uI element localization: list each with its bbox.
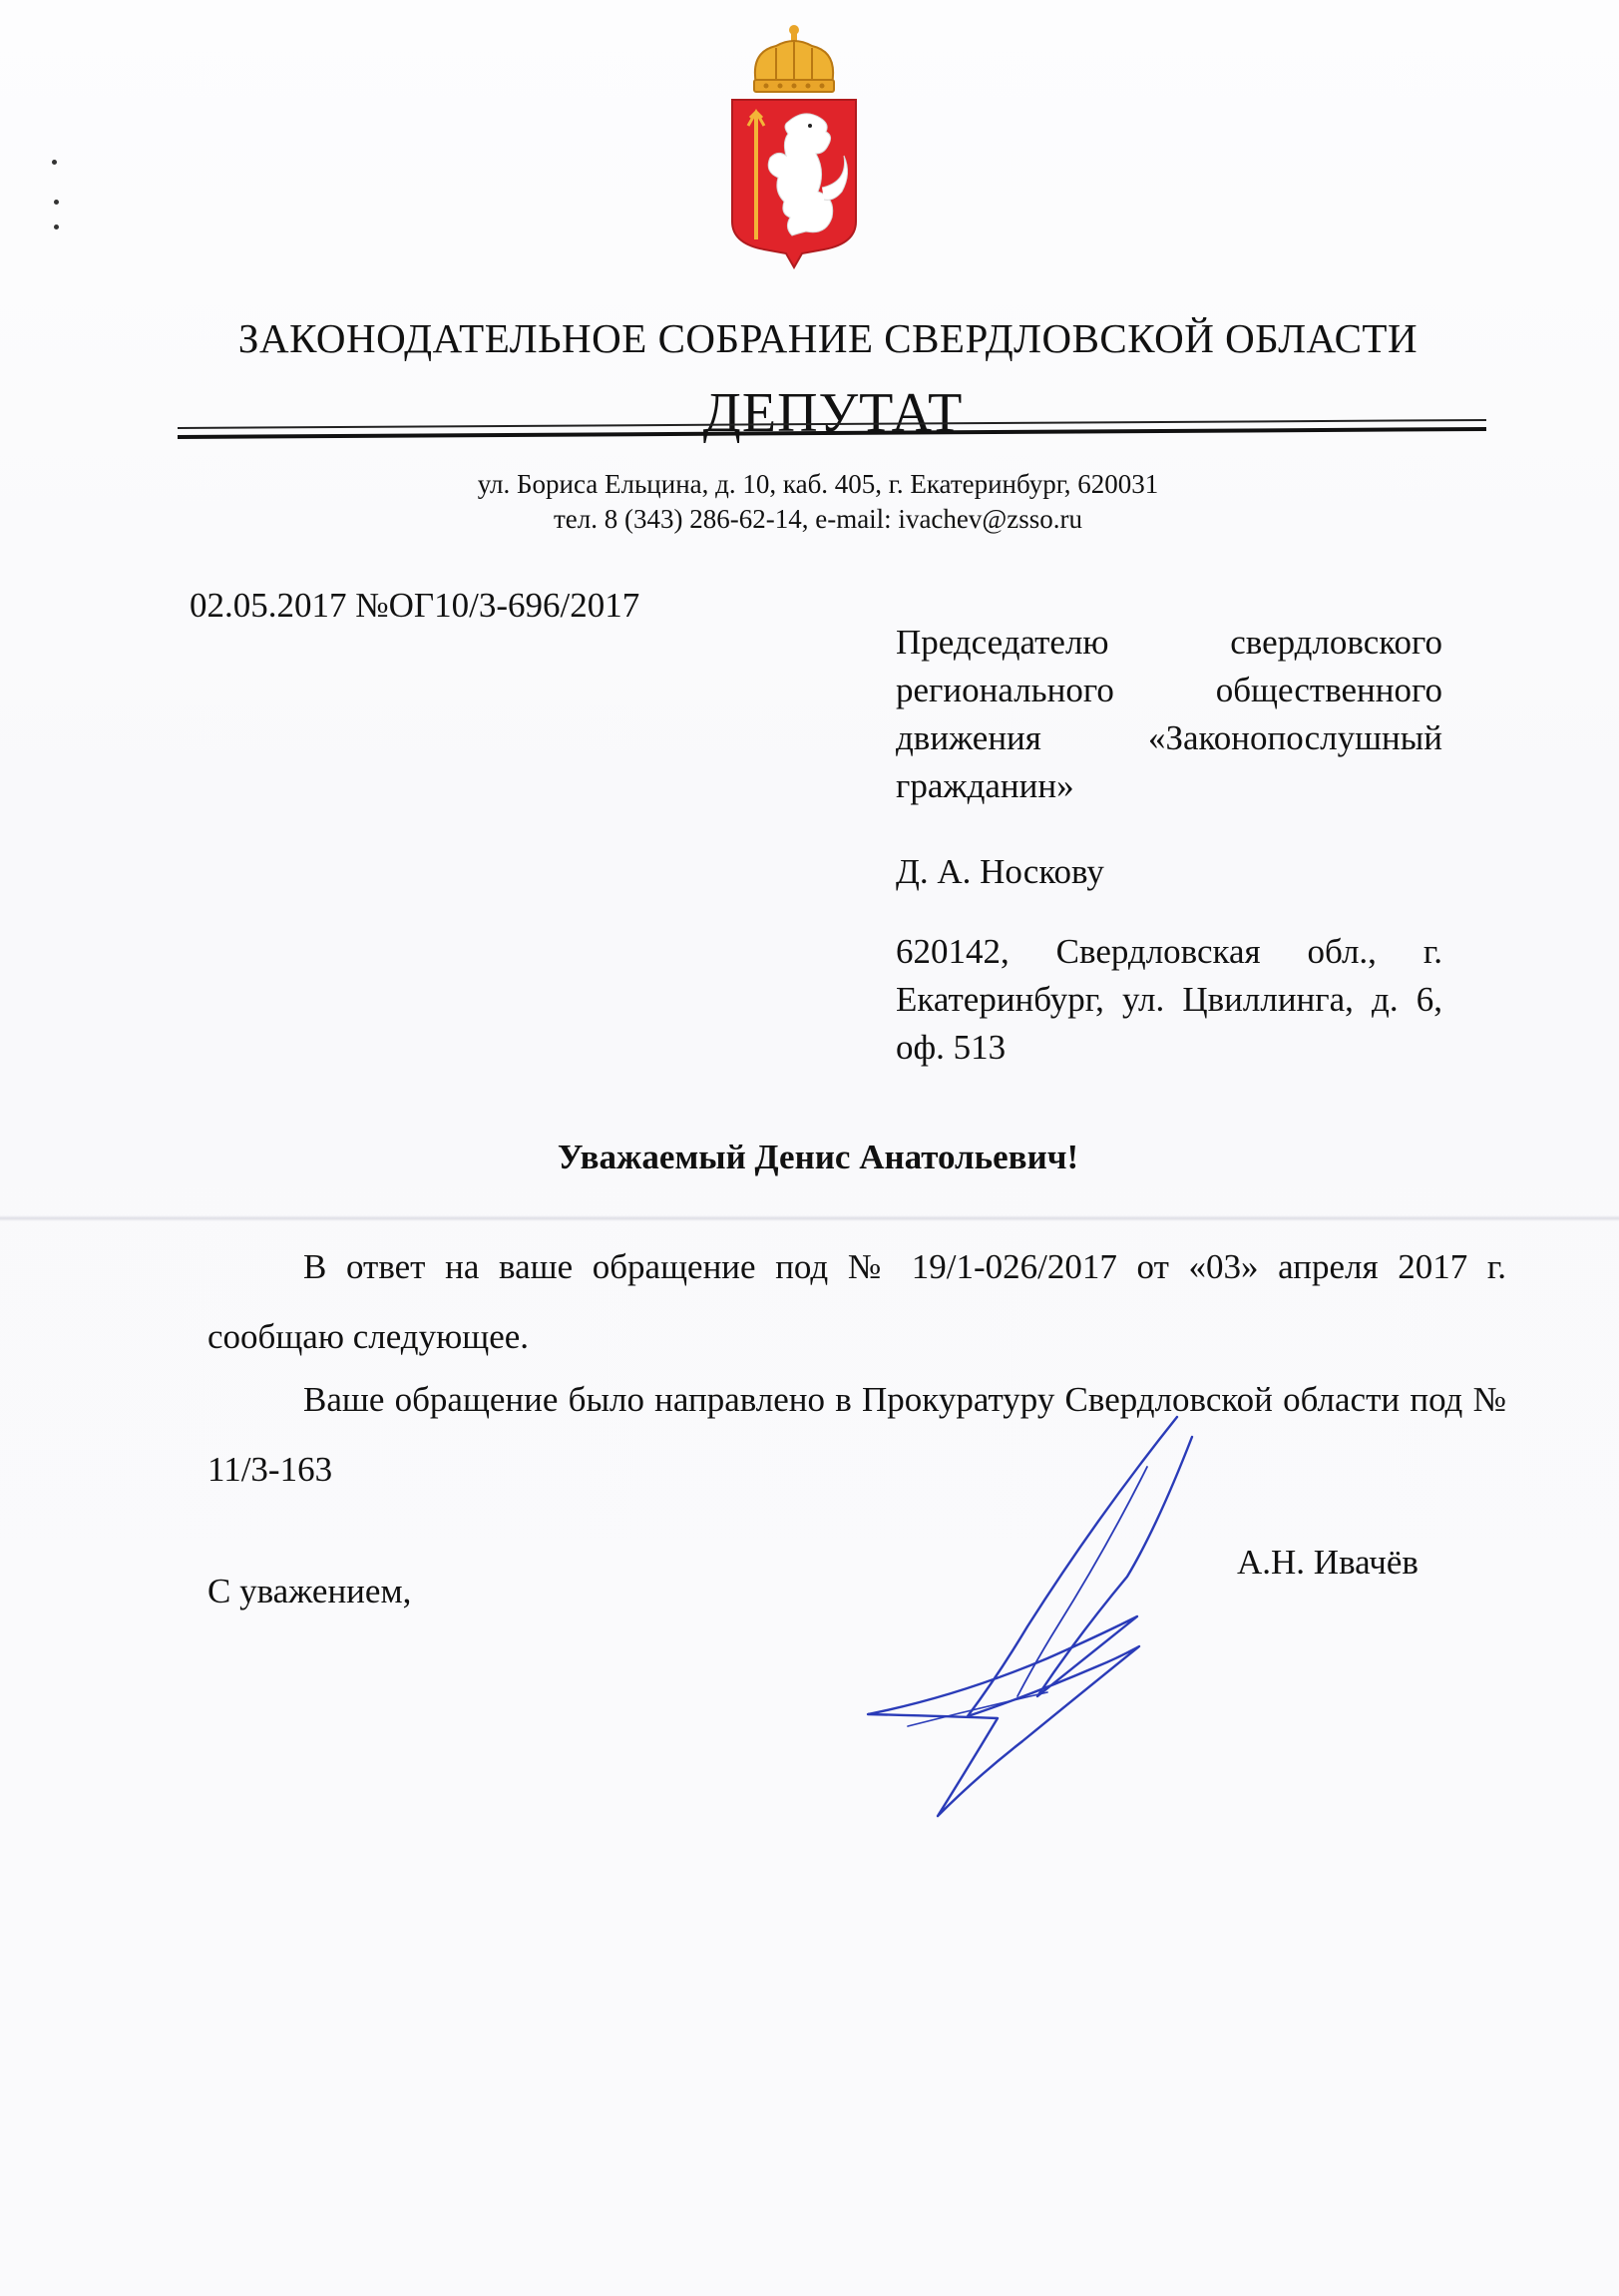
crown-icon [754,25,834,92]
margin-dot [54,200,59,205]
coat-of-arms-icon [726,22,862,269]
margin-dot [54,225,59,230]
outgoing-reference: 02.05.2017 №ОГ10/3-696/2017 [190,586,640,625]
paper-fold [0,1215,1619,1221]
deputy-title: ДЕПУТАТ [702,382,964,444]
margin-dot [52,160,57,165]
recipient-title: Председателю свердловского регионального общественного движения «Законопослушный гражданин» [896,623,1442,805]
body-paragraph-1: В ответ на ваше обращение под № 19/1-026/2017 от «03» апреля 2017 г. сообщаю следующее. [207,1247,1506,1356]
salutation: Уважаемый Денис Анатольевич! [557,1138,1079,1176]
signer-name: А.Н. Ивачёв [1237,1543,1418,1582]
header-address: ул. Бориса Ельцина, д. 10, каб. 405, г. Екатеринбург, 620031 [477,469,1159,499]
recipient-address: 620142, Свердловская обл., г. Екатеринбург, ул. Цвиллинга, д. 6, оф. 513 [896,932,1442,1067]
handwritten-signature-icon [848,1397,1267,1836]
closing-phrase: С уважением, [207,1572,412,1610]
organization-title: ЗАКОНОДАТЕЛЬНОЕ СОБРАНИЕ СВЕРДЛОВСКОЙ ОБЛАСТИ [237,315,1418,361]
header-contacts: тел. 8 (343) 286-62-14, e-mail: ivachev@zsso.ru [554,504,1082,534]
body-paragraph-2: Ваше обращение было направлено в Прокуратуру Свердловской области под № 11/3-163 [207,1380,1506,1489]
recipient-name: Д. А. Носкову [896,852,1104,891]
